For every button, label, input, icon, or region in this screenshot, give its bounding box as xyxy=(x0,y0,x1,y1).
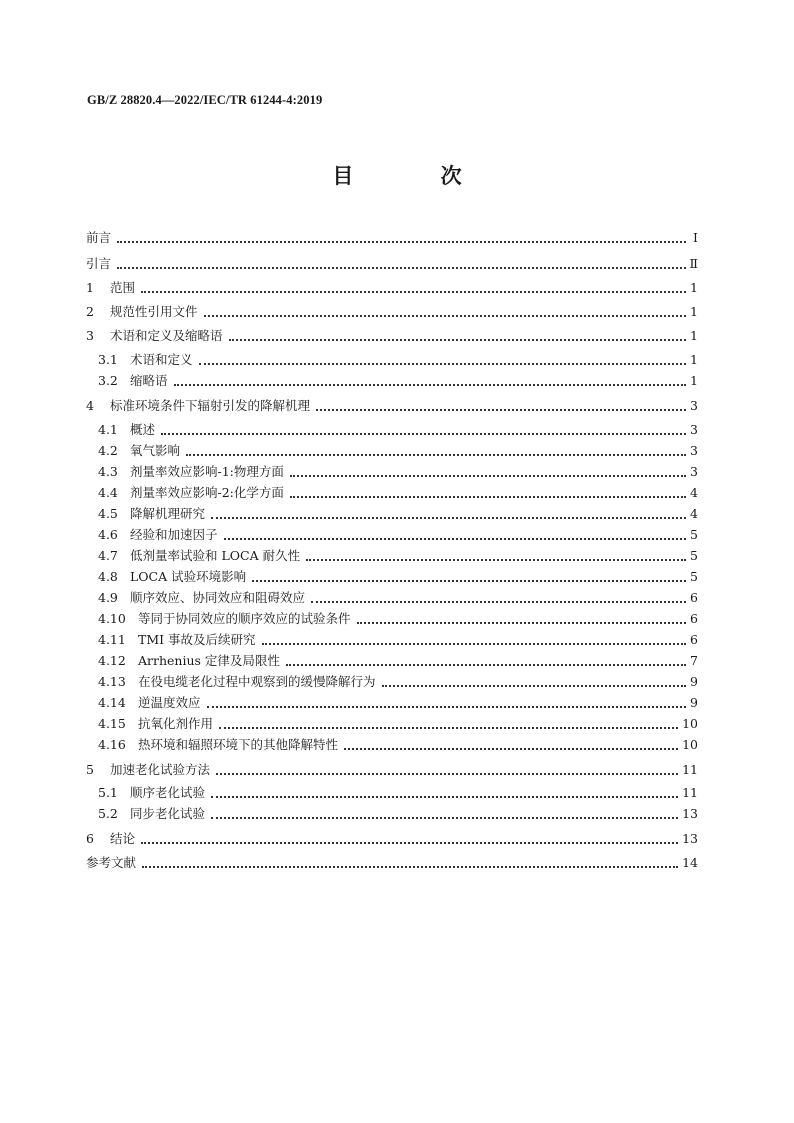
dot-leader xyxy=(211,509,686,519)
toc-entry-label: 等同于协同效应的顺序效应的试验条件 xyxy=(138,611,351,626)
toc-entry[interactable] xyxy=(98,628,698,648)
toc-entry[interactable] xyxy=(98,565,698,585)
toc-entry[interactable] xyxy=(98,544,698,564)
toc-entry-number: 3.2 xyxy=(98,373,118,388)
toc-entry[interactable] xyxy=(98,523,698,543)
toc-entry-page: 14 xyxy=(682,855,698,870)
toc-entry[interactable] xyxy=(98,670,698,690)
dot-leader xyxy=(142,858,678,868)
toc-entry[interactable] xyxy=(86,276,698,296)
toc-entry-page: 1 xyxy=(690,373,698,388)
toc-entry-label: 同步老化试验 xyxy=(130,806,206,821)
dot-leader xyxy=(204,307,686,317)
toc-entry[interactable] xyxy=(98,439,698,459)
toc-entry-number: 4.5 xyxy=(98,506,118,521)
toc-entry-number: 4.6 xyxy=(98,527,118,542)
dot-leader xyxy=(117,233,686,243)
toc-entry-page: 5 xyxy=(690,527,698,542)
toc-entry[interactable] xyxy=(98,586,698,606)
toc-entry-label: 剂量率效应影响-2:化学方面 xyxy=(130,485,284,500)
toc-entry-page: 1 xyxy=(690,328,698,343)
toc-entry-label: 热环境和辐照环境下的其他降解特性 xyxy=(138,737,339,752)
toc-entry-label: 术语和定义及缩略语 xyxy=(110,328,223,343)
dot-leader xyxy=(357,614,686,624)
dot-leader xyxy=(290,488,686,498)
toc-entry[interactable] xyxy=(98,691,698,711)
toc-entry-page: 9 xyxy=(690,695,698,710)
toc-entry-page: 11 xyxy=(682,785,698,800)
toc-entry-page: 1 xyxy=(690,304,698,319)
toc-entry-page: 13 xyxy=(682,806,698,821)
toc-entry-number: 6 xyxy=(86,831,94,846)
toc-entry[interactable] xyxy=(98,418,698,438)
toc-entry[interactable] xyxy=(98,649,698,669)
dot-leader xyxy=(216,765,678,775)
toc-entry-page: 4 xyxy=(690,485,698,500)
toc-entry[interactable] xyxy=(98,348,698,368)
dot-leader xyxy=(161,425,686,435)
toc-entry-page: 3 xyxy=(690,422,698,437)
toc-entry-page: 5 xyxy=(690,569,698,584)
toc-entry[interactable] xyxy=(98,460,698,480)
toc-entry[interactable] xyxy=(86,758,698,778)
toc-entry-number: 3 xyxy=(86,328,94,343)
toc-entry[interactable] xyxy=(98,733,698,753)
toc-entry[interactable] xyxy=(98,802,698,822)
toc-entry[interactable] xyxy=(98,607,698,627)
toc-entry-number: 4.4 xyxy=(98,485,118,500)
toc-entry-label: 范围 xyxy=(110,280,136,295)
toc-entry-page: 7 xyxy=(690,653,698,668)
dot-leader xyxy=(224,530,686,540)
toc-entry-page: 10 xyxy=(682,716,698,731)
dot-leader xyxy=(199,355,686,365)
toc-entry-page: Ⅱ xyxy=(689,256,698,271)
toc-entry-number: 4.11 xyxy=(98,632,126,647)
toc-entry[interactable] xyxy=(98,481,698,501)
standard-number-header: GB/Z 28820.4—2022/IEC/TR 61244-4:2019 xyxy=(87,93,323,107)
toc-entry-number: 4.3 xyxy=(98,464,118,479)
dot-leader xyxy=(219,719,678,729)
toc-entry-label: 概述 xyxy=(130,422,156,437)
toc-entry-number: 3.1 xyxy=(98,352,118,367)
toc-entry[interactable] xyxy=(98,781,698,801)
toc-entry[interactable] xyxy=(86,324,698,344)
toc-entry[interactable] xyxy=(86,226,698,246)
toc-entry-label: 剂量率效应影响-1:物理方面 xyxy=(130,464,284,479)
toc-entry-number: 4.14 xyxy=(98,695,126,710)
toc-entry-page: 6 xyxy=(690,632,698,647)
toc-entry-label: 术语和定义 xyxy=(130,352,193,367)
toc-entry-label: 氧气影响 xyxy=(130,443,181,458)
dot-leader xyxy=(141,283,686,293)
dot-leader xyxy=(344,740,678,750)
toc-entry-label: 抗氧化剂作用 xyxy=(138,716,214,731)
toc-entry-page: 1 xyxy=(690,352,698,367)
dot-leader xyxy=(290,467,686,477)
toc-entry[interactable] xyxy=(86,300,698,320)
dot-leader xyxy=(316,401,686,411)
toc-entry-number: 5 xyxy=(86,762,94,777)
toc-entry-number: 4.2 xyxy=(98,443,118,458)
toc-entry-number: 4.10 xyxy=(98,611,126,626)
toc-entry-label: 逆温度效应 xyxy=(138,695,201,710)
toc-entry-page: 4 xyxy=(690,506,698,521)
toc-entry[interactable] xyxy=(86,827,698,847)
toc-entry[interactable] xyxy=(86,394,698,414)
dot-leader xyxy=(286,656,686,666)
toc-entry-label: 标准环境条件下辐射引发的降解机理 xyxy=(110,398,311,413)
toc-entry-label: 结论 xyxy=(110,831,136,846)
toc-entry-page: 3 xyxy=(690,464,698,479)
toc-entry-label: TMI 事故及后续研究 xyxy=(138,632,256,647)
toc-entry-number: 4 xyxy=(86,398,94,413)
dot-leader xyxy=(207,698,686,708)
dot-leader xyxy=(117,259,685,269)
dot-leader xyxy=(211,809,678,819)
toc-entry-page: 5 xyxy=(690,548,698,563)
toc-entry-page: 10 xyxy=(682,737,698,752)
toc-entry-page: 9 xyxy=(690,674,698,689)
dot-leader xyxy=(211,788,678,798)
toc-entry-label: 加速老化试验方法 xyxy=(110,762,211,777)
toc-entry-number: 4.16 xyxy=(98,737,126,752)
page-title: 目 次 xyxy=(332,163,502,188)
toc-entry-number: 4.15 xyxy=(98,716,126,731)
toc-entry-number: 4.13 xyxy=(98,674,126,689)
toc-entry[interactable] xyxy=(86,851,698,871)
toc-entry-number: 2 xyxy=(86,304,94,319)
toc-entry-number: 4.12 xyxy=(98,653,126,668)
toc-entry-page: 3 xyxy=(690,398,698,413)
toc-entry-page: 11 xyxy=(682,762,698,777)
dot-leader xyxy=(382,677,686,687)
dot-leader xyxy=(141,834,678,844)
toc-entry-label: LOCA 试验环境影响 xyxy=(130,569,247,584)
toc-entry-number: 5.2 xyxy=(98,806,118,821)
dot-leader xyxy=(186,446,686,456)
toc-entry-page: 3 xyxy=(690,443,698,458)
toc-entry-label: 经验和加速因子 xyxy=(130,527,218,542)
toc-entry[interactable] xyxy=(98,712,698,732)
toc-entry-page: 6 xyxy=(690,611,698,626)
dot-leader xyxy=(311,593,686,603)
toc-entry-number: 4.1 xyxy=(98,422,118,437)
dot-leader xyxy=(262,635,686,645)
toc-entry[interactable] xyxy=(98,369,698,389)
toc-entry[interactable] xyxy=(98,502,698,522)
toc-entry-label: 缩略语 xyxy=(130,373,168,388)
toc-entry-label: Arrhenius 定律及局限性 xyxy=(138,653,280,668)
toc-entry-page: 1 xyxy=(690,280,698,295)
toc-entry-page: Ⅰ xyxy=(693,230,698,245)
toc-entry-number: 4.8 xyxy=(98,569,118,584)
dot-leader xyxy=(174,376,686,386)
toc-entry-page: 6 xyxy=(690,590,698,605)
toc-entry-page: 13 xyxy=(682,831,698,846)
toc-entry-label: 低剂量率试验和 LOCA 耐久性 xyxy=(130,548,301,563)
toc-entry-number: 5.1 xyxy=(98,785,118,800)
dot-leader xyxy=(306,551,686,561)
toc-entry-number: 4.7 xyxy=(98,548,118,563)
toc-entry-label: 在役电缆老化过程中观察到的缓慢降解行为 xyxy=(138,674,376,689)
toc-entry-label: 降解机理研究 xyxy=(130,506,206,521)
toc-entry-label: 参考文献 xyxy=(86,855,137,870)
toc-entry-label: 前言 xyxy=(86,230,112,245)
toc-entry-number: 1 xyxy=(86,280,94,295)
toc-entry-label: 规范性引用文件 xyxy=(110,304,198,319)
toc-entry-label: 引言 xyxy=(86,256,112,271)
toc-entry-label: 顺序效应、协同效应和阻碍效应 xyxy=(130,590,306,605)
dot-leader xyxy=(229,331,686,341)
dot-leader xyxy=(252,572,686,582)
toc-entry-label: 顺序老化试验 xyxy=(130,785,206,800)
toc-entry[interactable] xyxy=(86,252,698,272)
toc-entry-number: 4.9 xyxy=(98,590,118,605)
